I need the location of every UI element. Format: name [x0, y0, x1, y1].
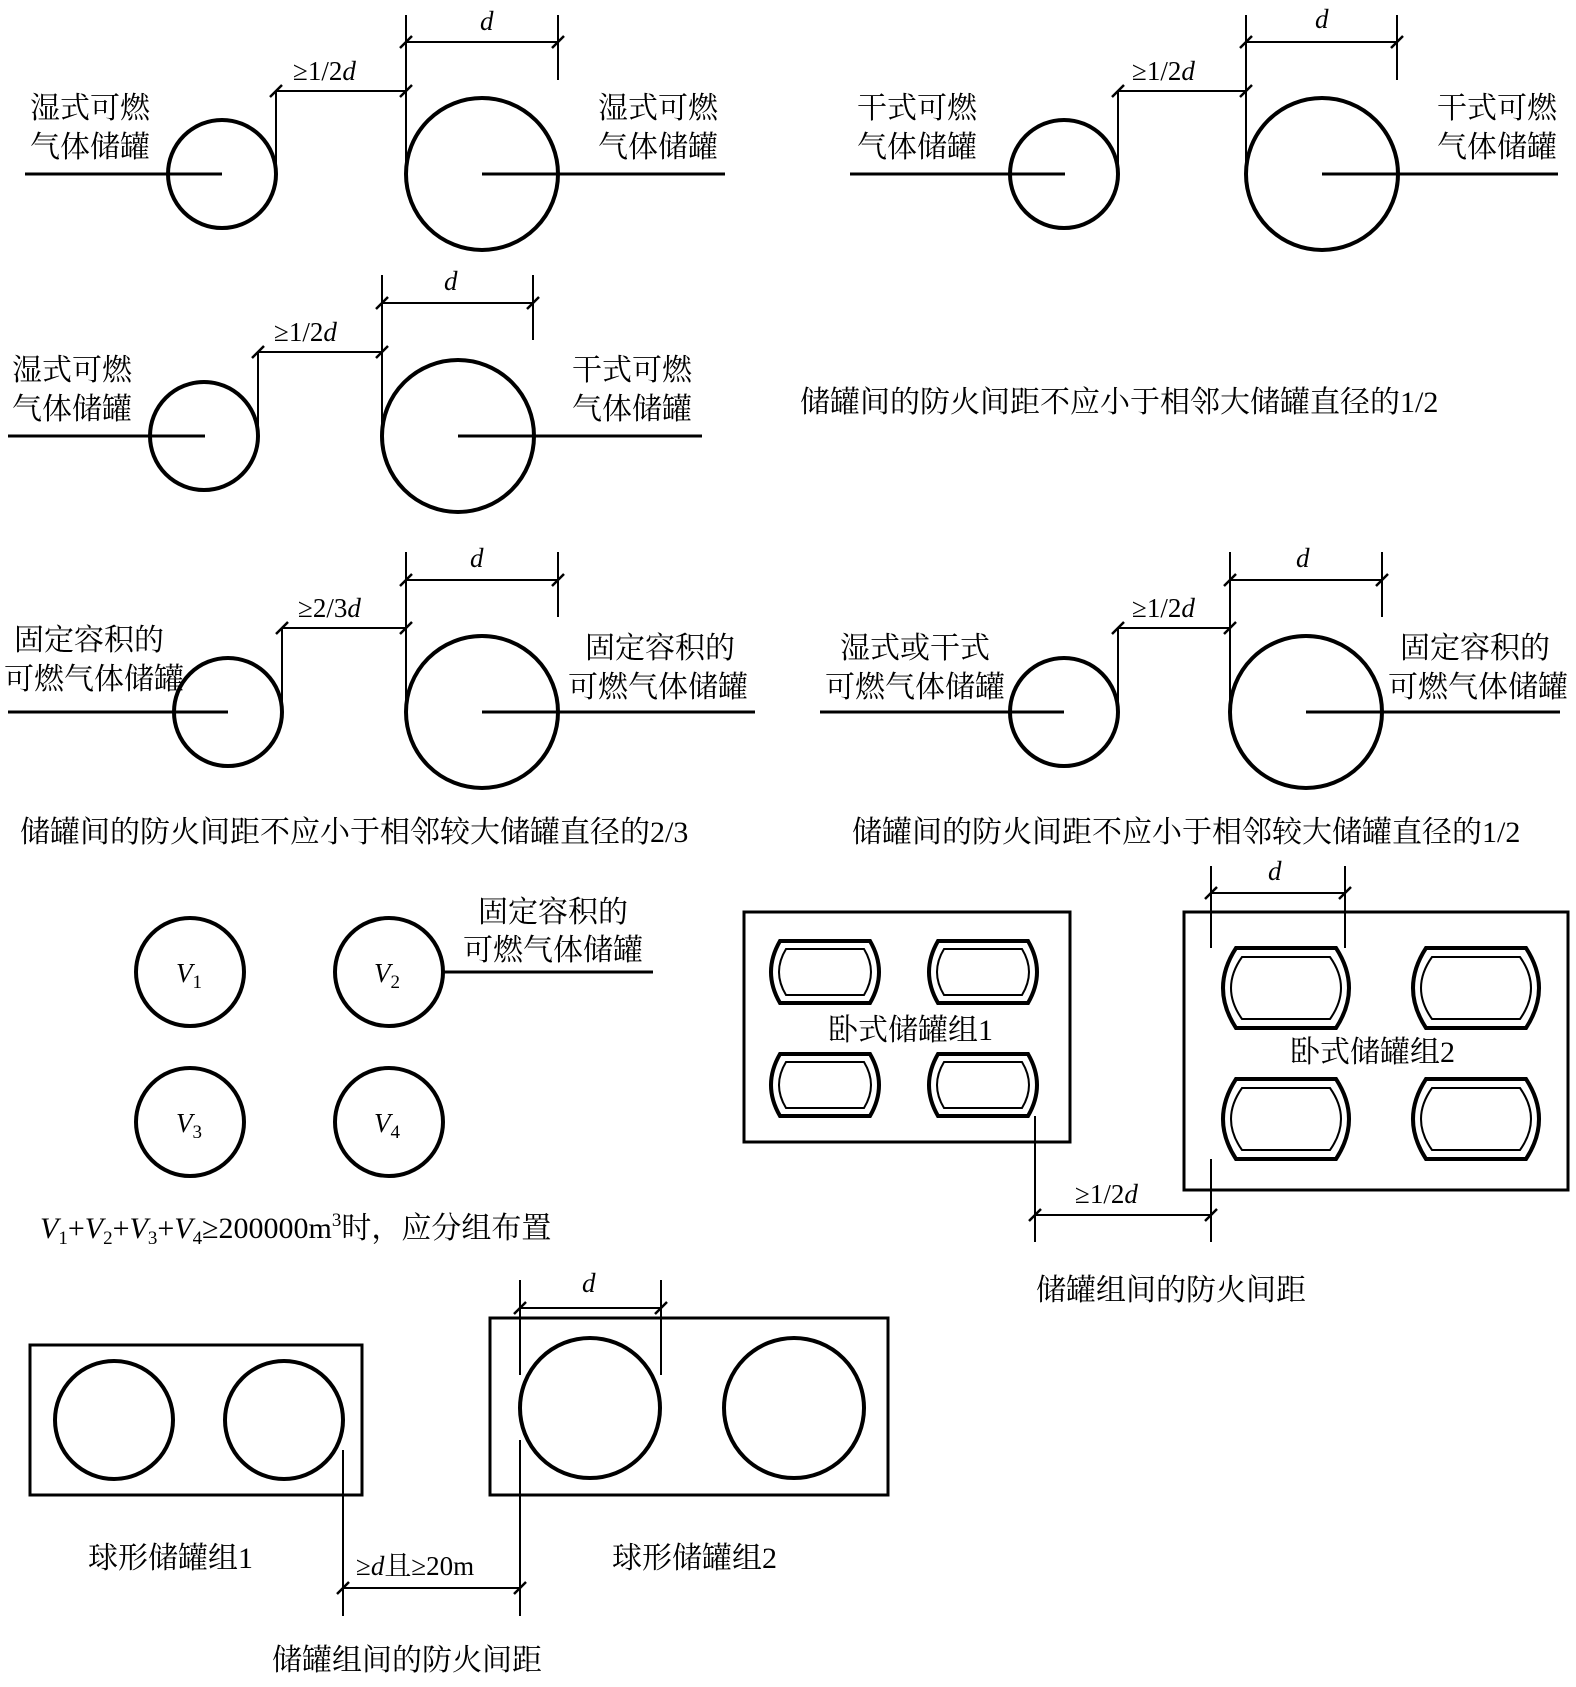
- diagram-horizontal-groups: [744, 856, 1568, 1242]
- svg-text:干式可燃: 干式可燃: [857, 92, 977, 125]
- caption-two-thirds: 储罐间的防火间距不应小于相邻较大储罐直径的2/3: [20, 816, 689, 849]
- svg-text:d: d: [444, 266, 458, 296]
- diagram-wet-wet: [25, 6, 725, 250]
- svg-text:卧式储罐组1: 卧式储罐组1: [828, 1014, 993, 1047]
- caption-half-larger: 储罐间的防火间距不应小于相邻较大储罐直径的1/2: [852, 816, 1521, 849]
- svg-text:V2: $V_2$: [374, 958, 400, 993]
- caption-grouping-rule: $V_1+V_2+V_3+V_4\ge 200000m^3$时，应分组布置: [40, 1210, 552, 1249]
- svg-text:≥d且≥20m: ≥d且≥20m: [356, 1551, 475, 1581]
- svg-text:可燃气体储罐: 可燃气体储罐: [1388, 671, 1568, 704]
- diagram-dry-dry: [850, 4, 1558, 250]
- svg-text:d: d: [470, 543, 484, 573]
- svg-text:气体储罐: 气体储罐: [30, 131, 150, 164]
- svg-text:≥1/2d: ≥1/2d: [1132, 593, 1195, 623]
- svg-text:固定容积的: 固定容积的: [1400, 632, 1550, 665]
- horizontal-tank: [1413, 1079, 1539, 1159]
- horizontal-tank: [1223, 1079, 1349, 1159]
- spherical-tank-circle: [55, 1361, 173, 1479]
- svg-text:固定容积的: 固定容积的: [585, 632, 735, 665]
- svg-text:d: d: [582, 1268, 596, 1298]
- caption-half-large: 储罐间的防火间距不应小于相邻大储罐直径的1/2: [800, 386, 1439, 419]
- svg-text:湿式可燃: 湿式可燃: [30, 92, 150, 125]
- svg-text:气体储罐: 气体储罐: [1437, 131, 1557, 164]
- horizontal-tank: [929, 941, 1037, 1003]
- horizontal-tank: [771, 941, 879, 1003]
- caption-group-spacing-1: 储罐组间的防火间距: [1036, 1274, 1306, 1307]
- svg-text:≥1/2d: ≥1/2d: [1075, 1179, 1138, 1209]
- diagram-volume-grouping: [40, 896, 653, 1249]
- svg-text:V1: $V_1$: [176, 958, 202, 993]
- svg-text:湿式可燃: 湿式可燃: [12, 354, 132, 387]
- svg-text:湿式或干式: 湿式或干式: [840, 632, 990, 665]
- svg-text:球形储罐组2: 球形储罐组2: [612, 1542, 777, 1575]
- svg-text:≥1/2d: ≥1/2d: [293, 56, 356, 86]
- svg-text:气体储罐: 气体储罐: [857, 131, 977, 164]
- svg-text:干式可燃: 干式可燃: [572, 354, 692, 387]
- diagram-fixed-fixed: [4, 543, 755, 788]
- svg-text:可燃气体储罐: 可燃气体储罐: [463, 934, 643, 967]
- diagram-wetdry-fixed: [820, 543, 1568, 788]
- horizontal-tank: [1413, 948, 1539, 1028]
- caption-group-spacing-2: 储罐组间的防火间距: [272, 1644, 542, 1677]
- svg-text:气体储罐: 气体储罐: [12, 393, 132, 426]
- dim-d-label: d: [480, 6, 494, 36]
- diagram-spherical-groups: [30, 1268, 888, 1616]
- svg-text:d: d: [1268, 856, 1282, 886]
- svg-text:球形储罐组1: 球形储罐组1: [88, 1542, 253, 1575]
- svg-text:干式可燃: 干式可燃: [1437, 92, 1557, 125]
- horizontal-tank: [1223, 948, 1349, 1028]
- svg-text:≥2/3d: ≥2/3d: [298, 593, 361, 623]
- diagram-wet-dry: [8, 266, 702, 512]
- svg-text:可燃气体储罐: 可燃气体储罐: [825, 671, 1005, 704]
- svg-text:V3: $V_3$: [176, 1108, 202, 1143]
- svg-text:d: d: [1296, 543, 1310, 573]
- svg-text:气体储罐: 气体储罐: [598, 131, 718, 164]
- svg-text:固定容积的: 固定容积的: [478, 896, 628, 929]
- spherical-tank-circle: [225, 1361, 343, 1479]
- svg-text:固定容积的: 固定容积的: [14, 624, 164, 657]
- svg-text:可燃气体储罐: 可燃气体储罐: [4, 663, 184, 696]
- spherical-tank-circle: [724, 1338, 864, 1478]
- svg-text:d: d: [1315, 4, 1329, 34]
- svg-text:气体储罐: 气体储罐: [572, 393, 692, 426]
- svg-text:≥1/2d: ≥1/2d: [1132, 56, 1195, 86]
- svg-text:湿式可燃: 湿式可燃: [598, 92, 718, 125]
- spherical-tank-circle: [520, 1338, 660, 1478]
- svg-text:≥1/2d: ≥1/2d: [274, 317, 337, 347]
- svg-text:V4: $V_4$: [374, 1108, 400, 1143]
- svg-text:卧式储罐组2: 卧式储罐组2: [1290, 1036, 1455, 1069]
- horizontal-tank: [929, 1054, 1037, 1116]
- horizontal-tank: [771, 1054, 879, 1116]
- svg-text:可燃气体储罐: 可燃气体储罐: [568, 671, 748, 704]
